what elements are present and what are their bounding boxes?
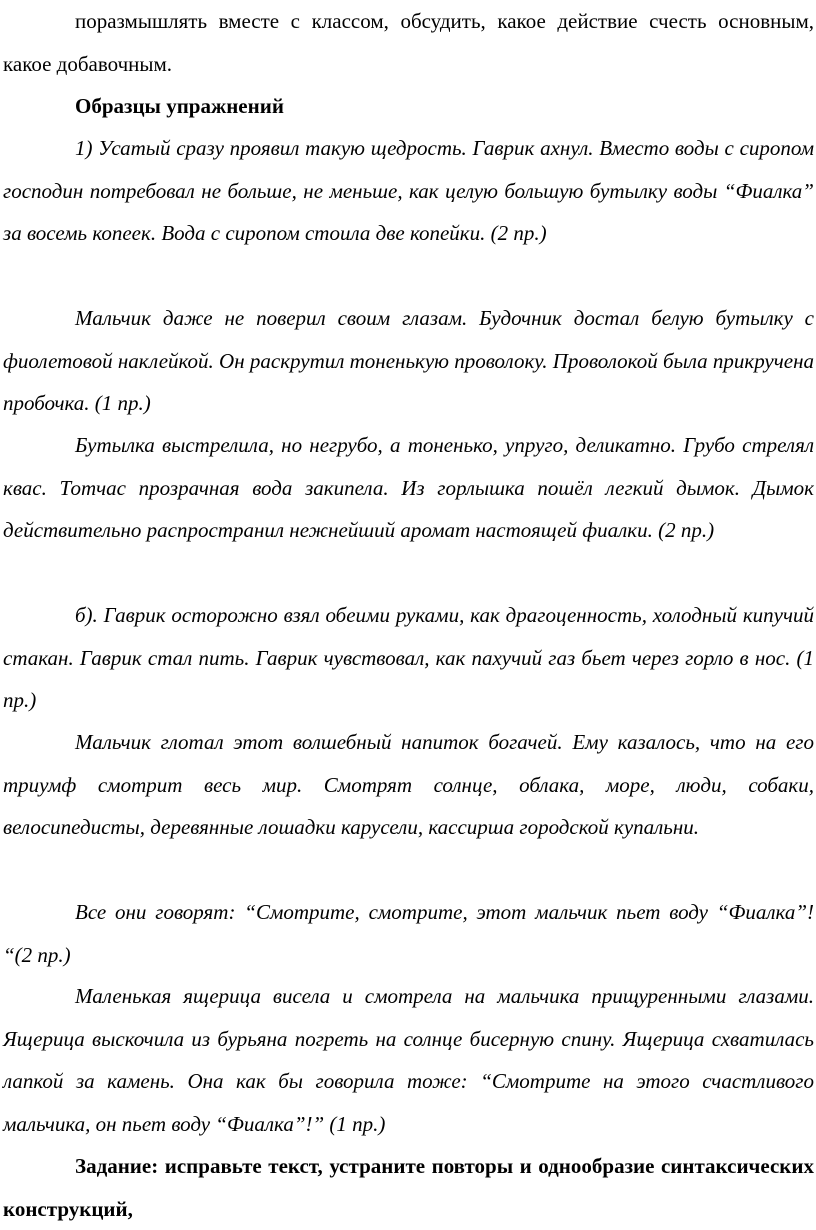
section-heading: Образцы упражнений bbox=[75, 94, 284, 118]
exercise-paragraph-4: б). Гаврик осторожно взял обеими руками, как драгоценность, холодный кипучий стакан. Гаврик стал пить. Гаврик чувствовал, как пахучий газ бьет через горло в нос. (1 пр.) bbox=[3, 603, 814, 712]
exercise-paragraph-1: 1) Усатый сразу проявил такую щедрость. Гаврик ахнул. Вместо воды с сиропом господин потребовал не больше, не меньше, как целую большую бутылку воды “Фиалка” за восемь копеек. Вода с сиропом стоила две копейки. (2 пр.) bbox=[3, 136, 814, 245]
exercise-paragraph-7: Маленькая ящерица висела и смотрела на мальчика прищуренными глазами. Ящерица выскочила из бурьяна погреть на солнце бисерную спину. Ящерица схватилась лапкой за камень. Она как бы говорила тоже: “Смотрите на этого счастливого мальчика, он пьет воду “Фиалка”!” (1 пр.) bbox=[3, 984, 814, 1136]
exercise-paragraph-3: Бутылка выстрелила, но негрубо, а тоненько, упруго, деликатно. Грубо стрелял квас. Тотчас прозрачная вода закипела. Из горлышка пошёл легкий дымок. Дымок действительно распространил нежнейший аромат настоящей фиалки. (2 пр.) bbox=[3, 433, 814, 542]
exercise-paragraph-2: Мальчик даже не поверил своим глазам. Будочник достал белую бутылку с фиолетовой наклейкой. Он раскрутил тоненькую проволоку. Проволокой была прикручена пробочка. (1 пр.) bbox=[3, 306, 815, 415]
exercise-paragraph-6: Все они говорят: “Смотрите, смотрите, этот мальчик пьет воду “Фиалка”! “(2 пр.) bbox=[3, 900, 814, 967]
task-paragraph: Задание: исправьте текст, устраните повторы и однообразие синтаксических конструкций, bbox=[3, 1154, 814, 1221]
intro-paragraph: поразмышлять вместе с классом, обсудить, какое действие счесть основным, какое добавочным. bbox=[3, 9, 814, 76]
exercise-paragraph-5: Мальчик глотал этот волшебный напиток богачей. Ему казалось, что на его триумф смотрит весь мир. Смотрят солнце, облака, море, люди, собаки, велосипедисты, деревянные лошадки карусели, кассирша городской купальни. bbox=[3, 730, 814, 839]
